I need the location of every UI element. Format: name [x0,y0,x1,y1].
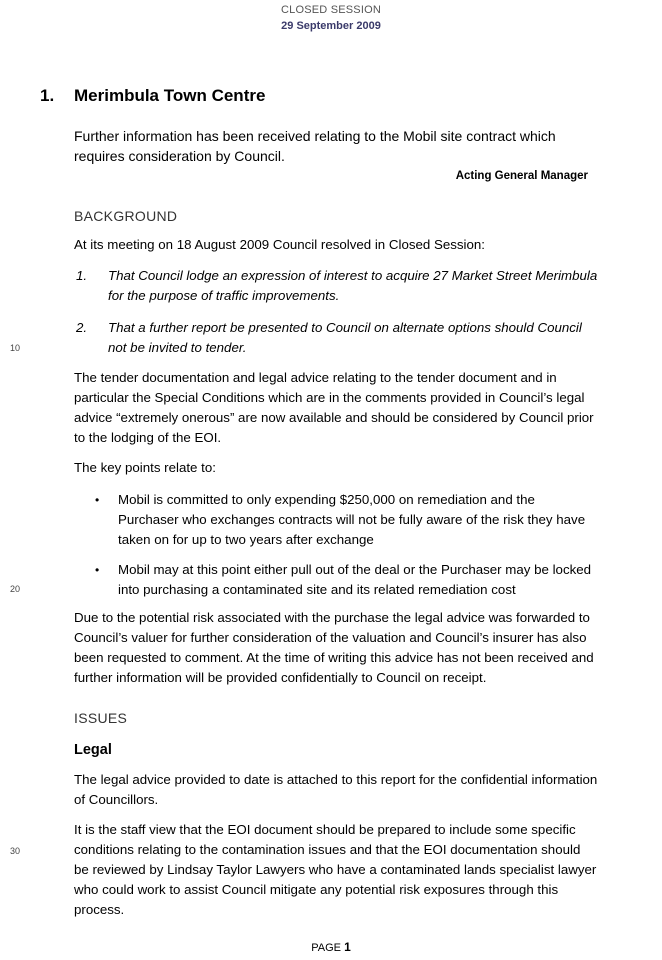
resolution-text: That Council lodge an expression of interest to acquire 27 Market Street Merimbula for the purpose of traffic improvements. [108,268,598,303]
section-heading-issues: ISSUES [74,710,128,726]
item-title: Merimbula Town Centre [74,86,266,105]
paragraph: The key points relate to: [74,460,216,475]
resolved-intro: At its meeting on 18 August 2009 Council resolved in Closed Session: [74,237,485,252]
bullet-icon: • [95,563,100,577]
page-label: PAGE [311,942,341,954]
intro-paragraph: Further information has been received relating to the Mobil site contract which requires consideration by Council. [74,128,556,164]
paragraph: Due to the potential risk associated with the purchase the legal advice was forwarded to Council’s valuer for further consideration of the valuation and Council’s insurer has also been requested to comment. At the time of writing this advice has not been received and further information will be provided confidentially to Council on receipt. [74,610,594,685]
bullet-icon: • [95,493,100,507]
line-number: 30 [10,846,21,856]
paragraph: The tender documentation and legal advice relating to the tender document and in particular the Special Conditions which are in the comments provided in Council’s legal advice “extremely onerous” are now available and should be considered by Council prior to the lodging of the EOI. [74,370,594,445]
session-label: CLOSED SESSION [281,4,381,16]
resolution-number: 1. [76,268,88,283]
paragraph: The legal advice provided to date is attached to this report for the confidential information of Councillors. [74,772,598,807]
page-number: 1 [344,940,351,954]
section-heading-background: BACKGROUND [74,208,178,224]
page-footer [0,940,662,954]
bullet-text: Mobil is committed to only expending $250,000 on remediation and the Purchaser who exchanges contracts will not be fully aware of the risk they have taken on for up to two years after exchange [118,492,586,547]
resolution-text: That a further report be presented to Council on alternate options should Council not be invited to tender. [108,320,582,355]
bullet-text: Mobil may at this point either pull out of the deal or the Purchaser may be locked into purchasing a contaminated site and its related remediation cost [118,562,592,597]
line-number: 20 [10,584,21,594]
author: Acting General Manager [455,170,588,182]
item-number: 1. [40,86,55,105]
paragraph: It is the staff view that the EOI document should be prepared to include some specific conditions relating to the contamination issues and that the EOI documentation should be reviewed by Lindsay Taylor Lawyers who have a contaminated lands specialist lawyer who could work to assist Council mitigate any potential risk exposures through this process. [74,822,597,917]
resolution-number: 2. [76,320,88,335]
subheading-legal: Legal [74,742,112,758]
meeting-date: 29 September 2009 [281,20,381,32]
line-number: 10 [10,343,21,353]
